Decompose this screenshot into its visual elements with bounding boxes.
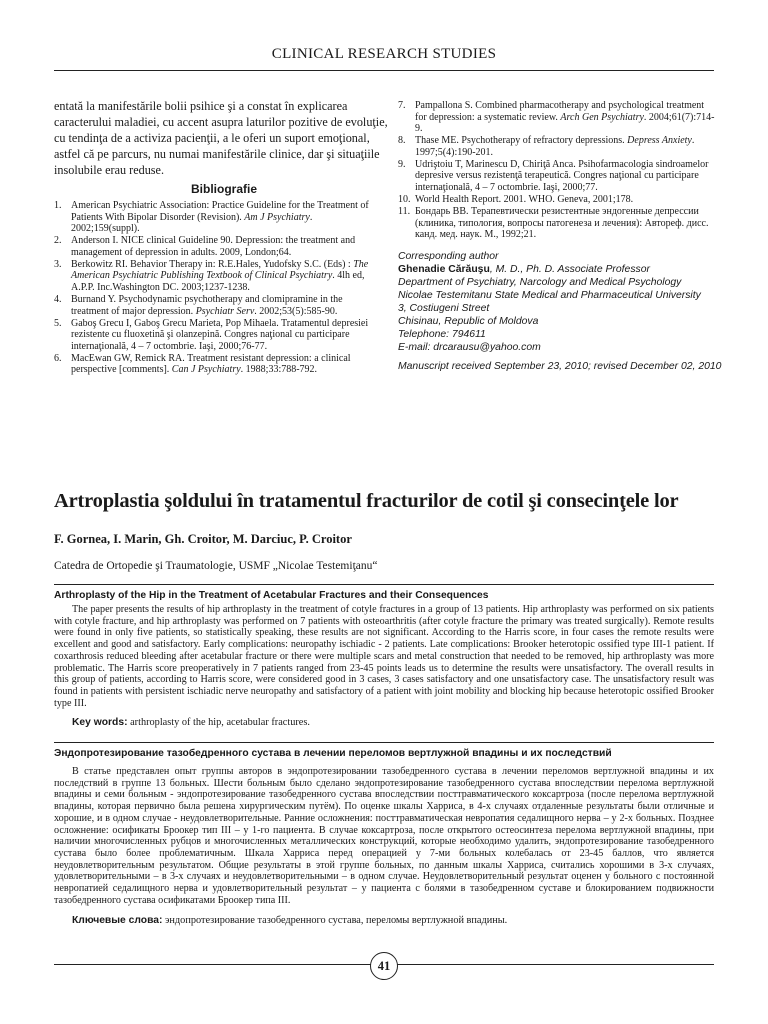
intro-paragraph: entată la manifestările bolii psihice şi a constat în explicarea caracterului maladiei, cu accent asupra laturilor pozitive de evoluţie, cu tendinţa de a activiza pacienţii, a le oferi un suport emoţional, astfel că pe parcurs, nu numai manifestările clinice, dar şi situaţiile insolubile erau reduse. [54,99,388,177]
reference-text: Бондарь ВВ. Терапевтически резистентные эндогенные депрессии (клиника, типология, вопросы патогенеза и лечения): Автореф. дисс. канд. мед. наук. М., 1992;21. [415,205,709,241]
reference-number: 2. [54,235,62,247]
reference-tail: . 2002;159(suppl). [71,211,313,235]
header-rule [54,70,714,71]
section-rule [54,742,714,743]
reference-tail: . 1997;5(4):190-201. [415,135,695,158]
reference-item [54,353,374,376]
reference-number: 4. [54,293,62,305]
reference-journal: Depress Anxiety [627,135,692,147]
english-keywords [72,717,712,728]
reference-item [54,294,374,317]
reference-number: 1. [54,200,62,211]
keywords-text: эндопротезирование тазобедренного сустава, переломы вертлужной впадины. [162,915,508,926]
author-name-line [398,263,716,276]
page-number: 41 [370,952,398,980]
reference-item [398,100,716,135]
article-authors: F. Gornea, I. Marin, Gh. Croitor, M. Darciuc, P. Croitor [54,532,352,546]
reference-number: 3. [54,258,62,270]
reference-journal: The American Psychiatric Publishing Textbook of Clinical Psychiatry [71,258,369,282]
reference-tail: . 4lh ed, A.P.P. Inc.Washington DC. 2003;1237-1238. [71,270,365,293]
reference-text: MacEwan GW, Remick RA. Treatment resistant depression: a clinical perspective [comments]. [71,352,351,376]
reference-text: Thase ME. Psychotherapy of refractory depressions. [415,135,628,147]
reference-text: American Psychiatric Association: Practice Guideline for the Treatment of Patients With Bipolar Disorder (Revision). [71,200,369,223]
bibliography-list-right [398,100,716,241]
article-affiliation: Catedra de Ortopedie şi Traumatologie, USMF „Nicolae Testemiţanu“ [54,560,378,572]
bibliography-list-left [54,200,374,376]
reference-number: 9. [398,158,406,170]
running-header: CLINICAL RESEARCH STUDIES [271,46,497,62]
author-phone: Telephone: 794611 [398,329,486,340]
manuscript-dates: Manuscript received September 23, 2010; revised December 02, 2010 [398,361,722,372]
author-email[interactable]: E-mail: drcarausu@yahoo.com [398,342,541,353]
reference-number: 11. [398,205,411,217]
reference-number: 10. [398,193,411,205]
author-street: 3, Costiugeni Street [398,303,490,314]
reference-item [54,259,374,294]
reference-journal: Can J Psychiatry [171,364,241,376]
reference-number: 7. [398,100,406,111]
reference-journal: Psychiatr Serv [195,305,255,317]
reference-item [398,159,716,194]
reference-text: Udriştoiu T, Marinescu D, Chiriţă Anca. Psihofarmacologia sindroamelor depresive versus rezistenţă terapeutică. Congres naţional cu participare internaţională, 4 – 7 octombrie. Iaşi, 2000;77. [415,158,709,193]
reference-item [54,318,374,353]
reference-item [54,200,374,235]
reference-tail: . 1988;33:788-792. [240,364,318,376]
reference-tail: . 2002;53(5):585-90. [254,305,338,317]
keywords-text: arthroplasty of the hip, acetabular fractures. [127,717,310,728]
russian-abstract-title: Эндопротезирование тазобедренного сустава в лечении переломов вертлужной впадины и их последствий [54,748,612,759]
reference-item [398,194,716,206]
reference-text: World Health Report. 2001. WHO. Geneva, 2001;178. [415,193,634,205]
author-city: Chisinau, Republic of Moldova [398,316,539,327]
corresponding-label: Corresponding author [398,251,499,262]
author-university: Nicolae Testemitanu State Medical and Pharmaceutical University [398,290,701,301]
reference-item [54,235,374,258]
reference-text: Berkowitz RI. Behavior Therapy in: R.E.Hales, Yudofsky S.C. (Eds) : [71,258,354,270]
reference-journal: Am J Psychiatry [244,211,310,223]
author-degrees: , M. D., Ph. D. Associate Professor [489,264,650,275]
reference-tail: . 2004;61(7):714-9. [415,111,715,135]
english-abstract: The paper presents the results of hip arthroplasty in the treatment of cotyle fractures in a group of 13 patients. Hip arthroplasty was performed on six patients with cotyle fracture, and hip arthroplasty was performed on 7 patients with osteoarthritis (after cotyle fracture the primary was treated surgically). Remote results were found in only five patients, so statistically speaking, these results are not significant. According to the Harris score, in four cases the remote results were excellent and good and satisfactory. Early complications: neuropathy ischiadic - 2 patients. Late complications: Brooker heterotopic ossified type III-1 patient. If coxarthrosis reduced bleeding after acetabular fracture or there were multiple scars and metal construction that needed to be removed, hip arthroplasty was more problematic. The Harris score preoperatively in 7 patients ranged from 23-45 points leads us to determine the results were unsatisfactory. The overall results in this group of patients, according to Harris score, were considered good in 3 cases, 3 cases satisfactory and one unsatisfactory case. The unsatisfactory result was found in patients with persistent ischiadic nerve neuropathy and satisfactory of a patient with joint mobility and blocking hip because heterotopic ossified Brooker type III. [54,604,714,709]
author-name: Ghenadie Cărăuşu [398,264,490,275]
article-title: Artroplastia şoldului în tratamentul fracturilor de cotil şi consecinţele lor [54,490,679,512]
reference-text: Pampallona S. Combined pharmacotherapy and psychological treatment for depression: a systematic review. [415,100,705,123]
keywords-label: Key words: [72,717,128,728]
keywords-label: Ключевые слова: [72,915,163,926]
reference-text: Burnand Y. Psychodynamic psychotherapy and clomipramine in the treatment of major depression. [71,293,343,317]
russian-keywords [72,915,712,926]
reference-number: 8. [398,135,406,147]
russian-abstract: В статье представлен опыт группы авторов в эндопротезировании тазобедренного сустава в лечении переломов вертлужной впадины и их последствий в группе 13 больных. Шести больным было сделано эндопротезирование тазобедренного сустава впоследствии перелома вертлужной впадины и семи больным - эндопротезирование тазобедренного сустава впоследствии посттравматического коксартроза (после перелома вертлужной впадины, которая первично была решена хирургическим путём). По оценке шкалы Харриса, в 4-х случаях отдаленные результаты были отличные и хорошие, и в одном случае - неудовлетворительные. Ранние осложнения: посттравматическая невропатия седалищного нерва – у 2-х больных. Позднее осложнение: осификаты Броокер тип III – у 1-го пациента. В случае коксартроза, после открытого остеосинтеза перелома вертлужной впадины, при наличии многочисленных рубцов и многочисленных металлических конструкций, которые необходимо удалить, эндопротезирование тазобедренного сустава было более проблематичным. Шкала Харриса перед операцией у 7-ми больных колебалась от 23-45 баллов, что является неудовлетворительным результатом. Общие результаты в этой группе больных, по данным шкалы Харриса, считались хорошими в 3-х случаях, удовлетворительными – в 3-х случаях и неудовлетворительными – в одном случае. Неудовлетворительный результат оценен у больного с постоянной невропатией седалищного нерва и удовлетворительный результат – у пациента с болями в тазобедренном суставе и блокированием подвижности тазобедренного сустава осификатами Броокер типа III. [54,766,714,906]
english-abstract-title: Arthroplasty of the Hip in the Treatment of Acetabular Fractures and their Consequences [54,590,489,601]
reference-number: 6. [54,352,62,364]
author-department: Department of Psychiatry, Narcology and Medical Psychology [398,277,682,288]
reference-text: Gaboş Grecu I, Gaboş Grecu Marieta, Pop Mihaela. Tratamentul depresiei rezistente cu fluoxetină şi olanzepină. Congres naţional cu participare internaţională, 4 – 7 octombrie. Iaşi, 2000;76-77. [71,317,369,352]
reference-item [398,135,716,158]
reference-item [398,206,716,241]
reference-journal: Arch Gen Psychiatry [560,111,644,123]
section-rule [54,584,714,585]
reference-number: 5. [54,317,62,329]
reference-text: Anderson I. NICE clinical Guideline 90. Depression: the treatment and management of depression in adults. 2009, London;64. [71,235,356,258]
bibliography-title: Bibliografie [190,182,257,196]
corresponding-author-block [398,250,722,373]
